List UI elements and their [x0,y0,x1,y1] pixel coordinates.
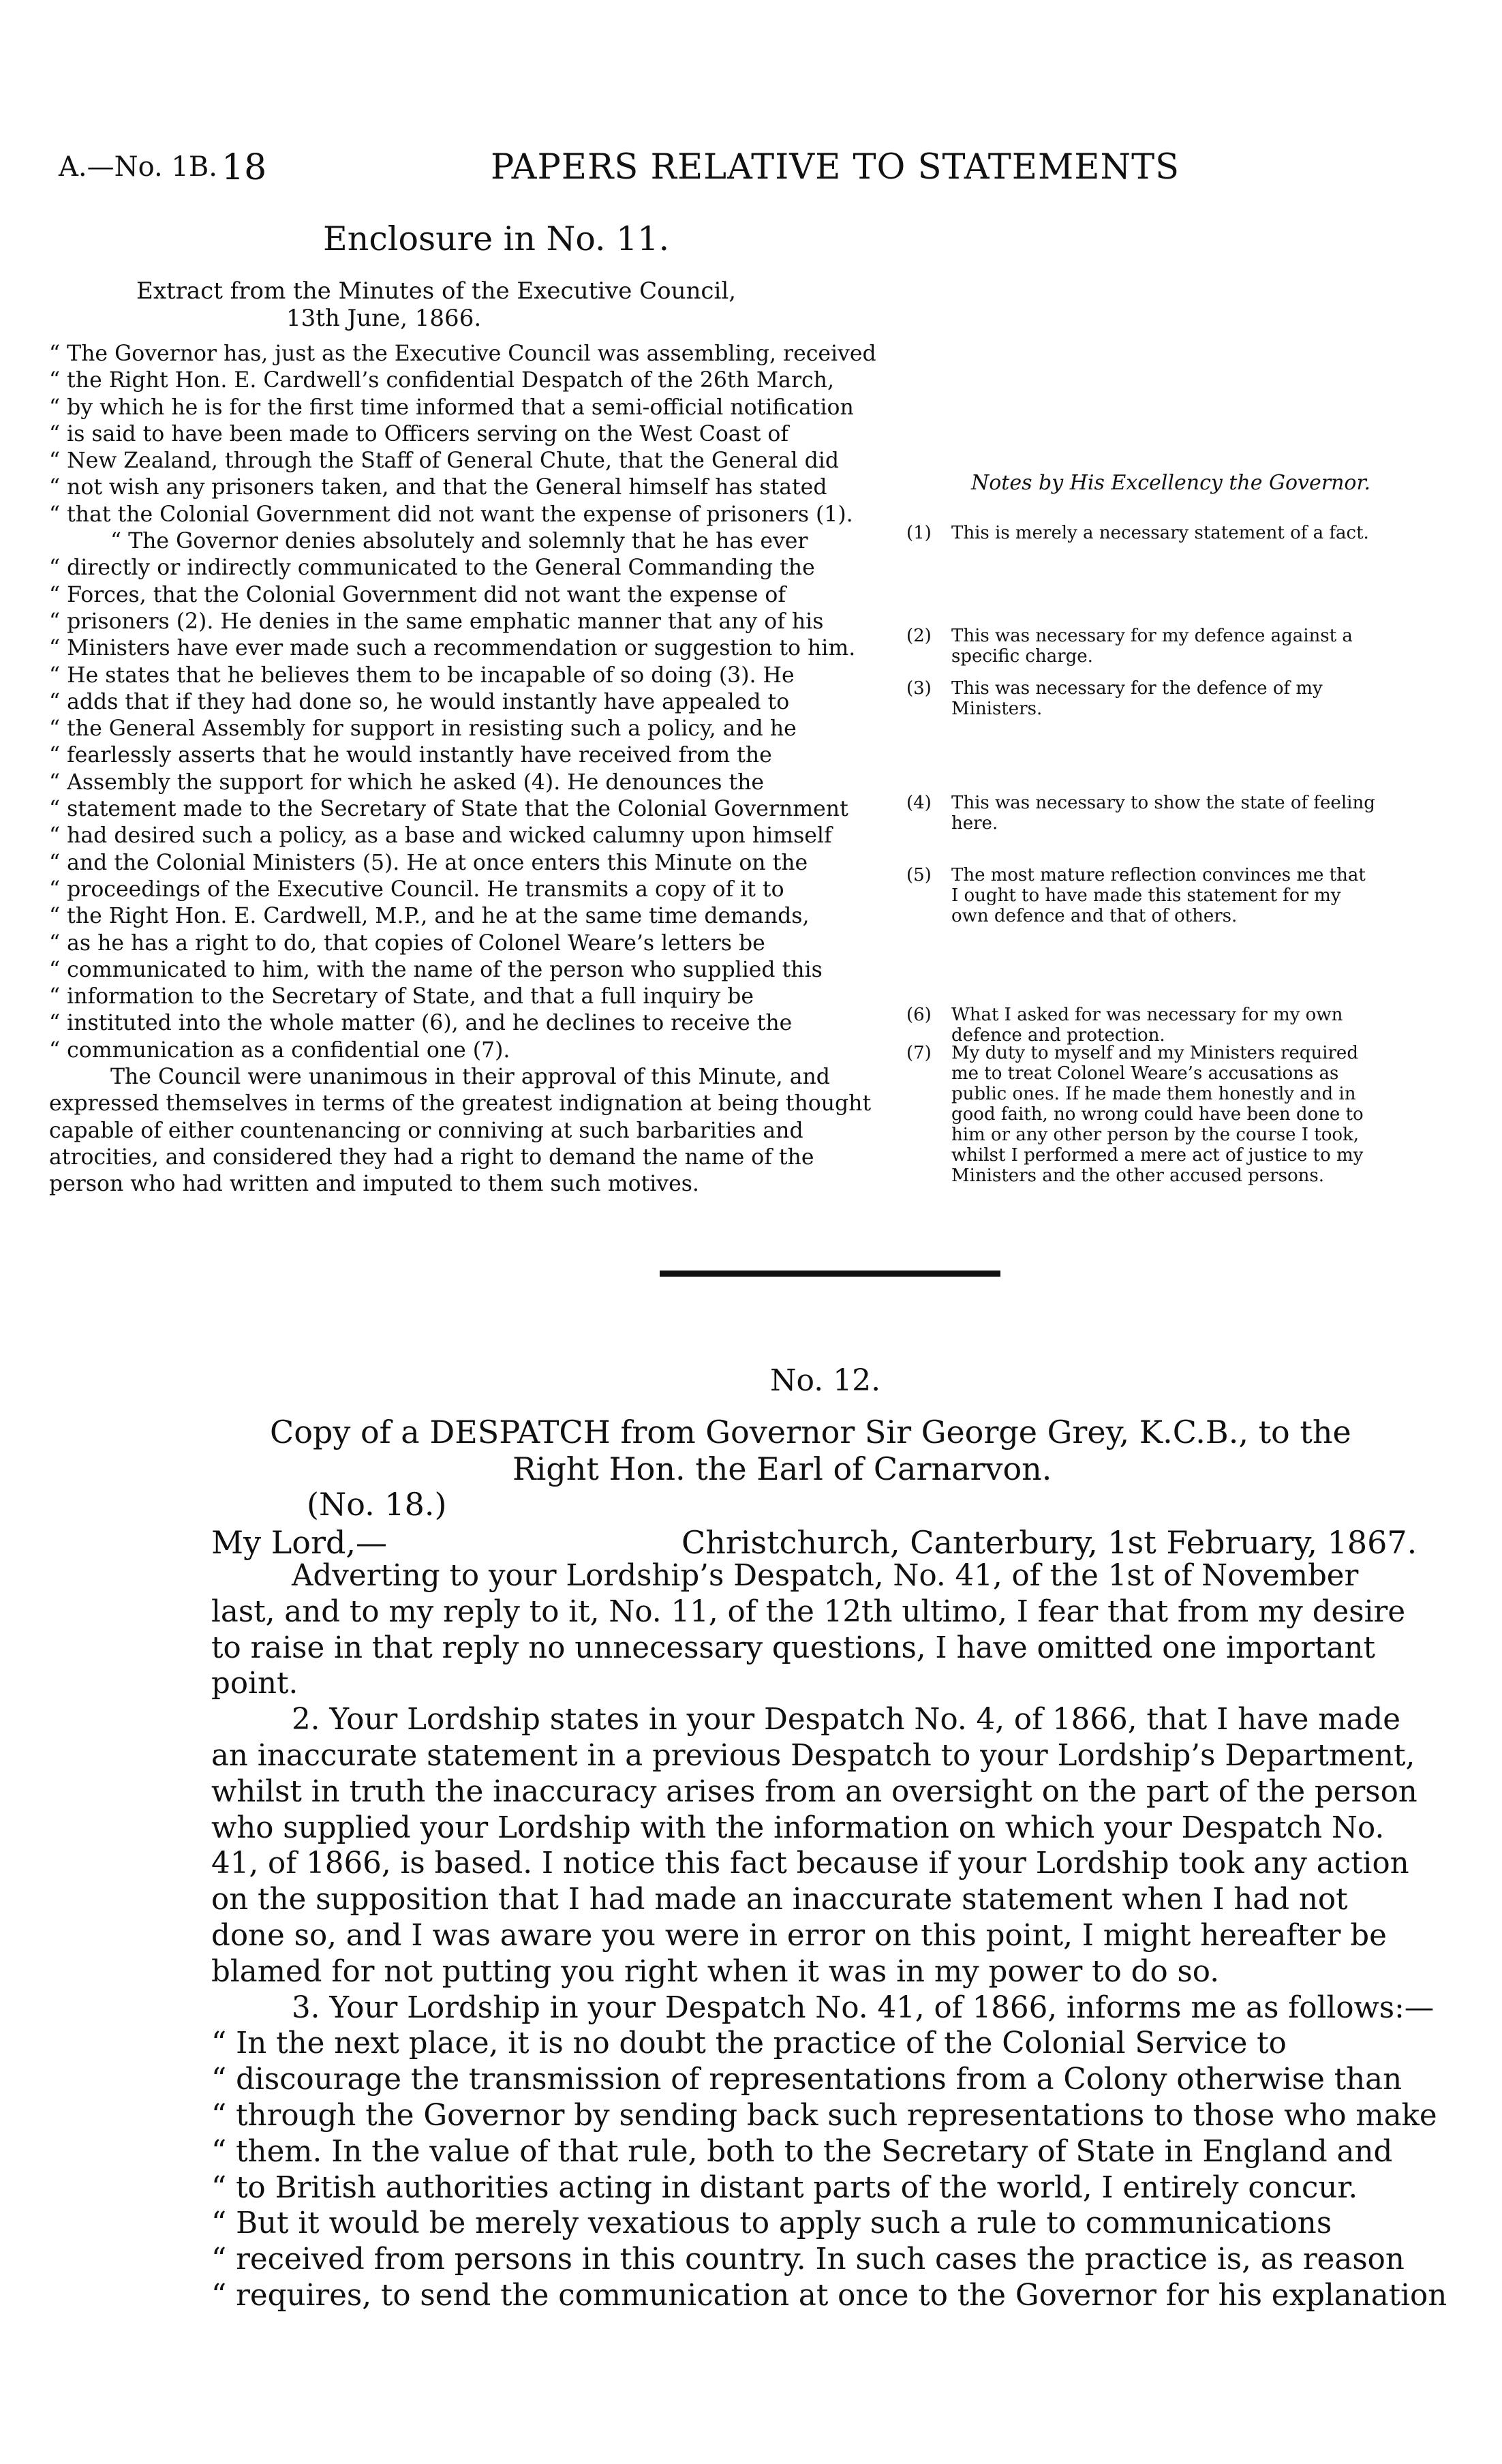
minute-line: person who had written and imputed to them such motives. [49,1172,699,1197]
body-line: point. [211,1667,298,1701]
body-line: done so, and I was aware you were in error on this point, I might hereafter be [211,1918,1387,1953]
minute-line: “ is said to have been made to Officers serving on the West Coast of [49,421,789,446]
body-line: 3. Your Lordship in your Despatch No. 41, of 1866, informs me as follows:— [292,1990,1435,2025]
note-text: Ministers and the other accused persons. [951,1166,1324,1186]
note-text: defence and protection. [951,1025,1165,1046]
note-text: here. [951,813,998,834]
minute-line: “ had desired such a policy, as a base and wicked calumny upon himself [49,823,832,849]
body-line: Adverting to your Lordship’s Despatch, No. 41, of the 1st of November [292,1559,1359,1593]
minute-line: “ New Zealand, through the Staff of General Chute, that the General did [49,448,840,474]
minute-line: “ Ministers have ever made such a recommendation or suggestion to him. [49,636,856,661]
body-line: “ requires, to send the communication at once to the Governor for his explanation [211,2278,1447,2313]
document-reference: A.—No. 1B. [59,151,217,183]
enclosure-heading: Enclosure in No. 11. [323,219,670,258]
section-divider [660,1271,1000,1277]
note-text: I ought to have made this statement for my [951,885,1341,906]
note-text: me to treat Colonel Weare’s accusations as [951,1063,1339,1084]
notes-heading: Notes by His Excellency the Governor. [971,471,1371,495]
note-text: Ministers. [951,699,1043,719]
note-text: My duty to myself and my Ministers required [951,1043,1358,1063]
note-text: What I asked for was necessary for my own [951,1005,1343,1025]
note-text: good faith, no wrong could have been done to [951,1104,1364,1125]
note-text: This is merely a necessary statement of a fact. [951,523,1369,543]
body-line: whilst in truth the inaccuracy arises from an oversight on the part of the person [211,1774,1417,1809]
minute-line: “ He states that he believes them to be incapable of so doing (3). He [49,663,795,688]
body-line: “ In the next place, it is no doubt the practice of the Colonial Service to [211,2026,1287,2061]
minute-line: “ not wish any prisoners taken, and that the General himself has stated [49,475,827,500]
body-line: 2. Your Lordship states in your Despatch No. 4, of 1866, that I have made [292,1703,1400,1737]
minute-line: “ The Governor denies absolutely and solemnly that he has ever [110,529,808,554]
note-text: specific charge. [951,646,1093,667]
body-line: on the supposition that I had made an inaccurate statement when I had not [211,1883,1348,1917]
extract-date: 13th June, 1866. [286,305,482,332]
body-line: blamed for not putting you right when it was in my power to do so. [211,1954,1220,1989]
minute-line: “ Assembly the support for which he asked (4). He denounces the [49,770,765,795]
body-line: to raise in that reply no unnecessary questions, I have omitted one important [211,1630,1375,1665]
place-date: Christchurch, Canterbury, 1st February, 1867. [681,1524,1417,1561]
minute-line: “ adds that if they had done so, he would instantly have appealed to [49,689,790,714]
despatch-body [211,1558,1447,2314]
minute-line: “ as he has a right to do, that copies of Colonel Weare’s letters be [49,930,765,956]
minute-line: “ communicated to him, with the name of the person who supplied this [49,957,823,982]
minute-line: capable of either countenancing or conniving at such barbarities and [49,1118,803,1143]
note-text: own defence and that of others. [951,906,1238,926]
minute-line: “ communication as a confidential one (7). [49,1037,510,1063]
minute-line: “ prisoners (2). He denies in the same emphatic manner that any of his [49,609,824,634]
minute-line: “ fearlessly asserts that he would instantly have received from the [49,743,772,768]
page-number: 18 [221,147,267,188]
minute-line: “ proceedings of the Executive Council. He transmits a copy of it to [49,877,784,902]
minute-line: “ that the Colonial Government did not want the expense of prisoners (1). [49,502,853,527]
note-text: This was necessary for my defence against a [951,626,1353,646]
minute-line: “ statement made to the Secretary of State that the Colonial Government [49,797,848,822]
minute-text [49,341,905,1198]
body-line: an inaccurate statement in a previous Despatch to your Lordship’s Department, [211,1738,1415,1773]
note-number: (5) [906,865,932,885]
body-line: “ to British authorities acting in distant parts of the world, I entirely concur. [211,2170,1358,2205]
minute-line: “ The Governor has, just as the Executive Council was assembling, received [49,341,876,366]
salutation: My Lord,— [211,1524,388,1561]
note-text: This was necessary to show the state of feeling [951,793,1375,813]
note-number: (6) [906,1005,932,1025]
despatch-title-line1: Copy of a DESPATCH from Governor Sir George Grey, K.C.B., to the [270,1414,1351,1450]
minute-line: “ instituted into the whole matter (6), and he declines to receive the [49,1011,793,1036]
note-number: (2) [906,626,932,646]
note-text: him or any other person by the course I took, [951,1125,1360,1145]
minute-line: “ and the Colonial Ministers (5). He at once enters this Minute on the [49,850,808,875]
note-number: (1) [906,523,932,543]
minute-line: “ Forces, that the Colonial Government did not want the expense of [49,582,786,607]
body-line: who supplied your Lordship with the information on which your Despatch No. [211,1810,1385,1845]
minute-line: “ information to the Secretary of State, and that a full inquiry be [49,984,754,1009]
minute-line: “ the General Assembly for support in resisting such a policy, and he [49,716,797,742]
despatch-ref: (No. 18.) [307,1486,447,1523]
note-text: This was necessary for the defence of my [951,678,1323,699]
note-text: whilst I performed a mere act of justice to my [951,1145,1364,1166]
body-line: “ through the Governor by sending back such representations to those who make [211,2098,1437,2133]
note-number: (7) [906,1043,932,1063]
body-line: “ But it would be merely vexatious to apply such a rule to communications [211,2206,1332,2241]
body-line: 41, of 1866, is based. I notice this fact because if your Lordship took any action [211,1846,1409,1881]
minute-line: “ directly or indirectly communicated to the General Commanding the [49,556,815,581]
minute-line: expressed themselves in terms of the greatest indignation at being thought [49,1091,872,1116]
minute-line: “ the Right Hon. E. Cardwell’s confidential Despatch of the 26th March, [49,368,834,393]
minute-line: “ by which he is for the first time informed that a semi-official notification [49,395,854,420]
note-text: public ones. If he made them honestly and in [951,1084,1356,1104]
extract-heading: Extract from the Minutes of the Executive Council, [136,277,737,305]
note-number: (4) [906,793,932,813]
body-line: “ them. In the value of that rule, both to the Secretary of State in England and [211,2134,1393,2169]
page-title: PAPERS RELATIVE TO STATEMENTS [491,147,1180,187]
note-number: (3) [906,678,932,699]
despatch-number: No. 12. [770,1363,881,1398]
body-line: “ received from persons in this country. In such cases the practice is, as reason [211,2242,1405,2277]
minute-line: atrocities, and considered they had a right to demand the name of the [49,1144,814,1170]
minute-line: The Council were unanimous in their approval of this Minute, and [110,1065,830,1090]
body-line: “ discourage the transmission of representations from a Colony otherwise than [211,2063,1403,2097]
despatch-title-line2: Right Hon. the Earl of Carnarvon. [512,1450,1052,1487]
note-text: The most mature reflection convinces me that [951,865,1366,885]
minute-line: “ the Right Hon. E. Cardwell, M.P., and he at the same time demands, [49,904,810,929]
body-line: last, and to my reply to it, No. 11, of the 12th ultimo, I fear that from my desire [211,1594,1406,1629]
